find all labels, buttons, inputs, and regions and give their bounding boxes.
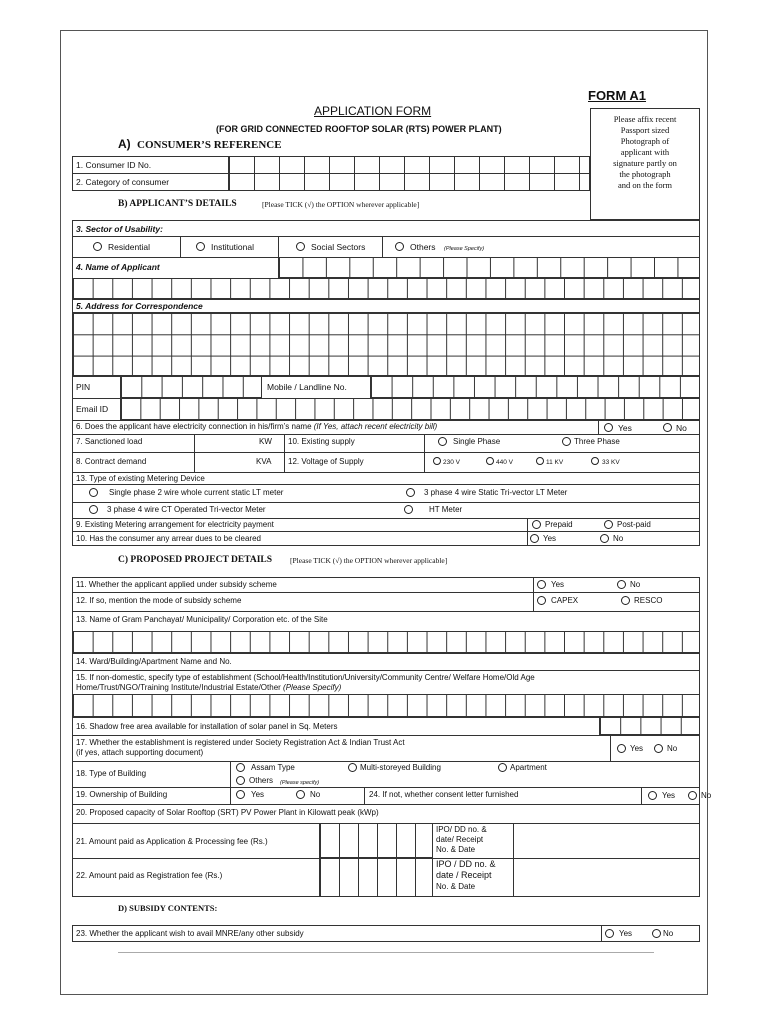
capex-radio[interactable]	[537, 596, 546, 605]
meter-3phase-static-radio[interactable]	[406, 488, 415, 497]
single-phase-label: Single Phase	[453, 437, 501, 446]
residential-radio[interactable]	[93, 242, 102, 251]
230v-label: 230 V	[443, 459, 460, 466]
postpaid-label: Post-paid	[617, 520, 651, 529]
consent-letter-label: 24. If not, whether consent letter furnished	[369, 790, 519, 799]
consent-no-radio[interactable]	[688, 791, 697, 800]
establishment-cells[interactable]	[72, 694, 700, 717]
social-sectors-radio[interactable]	[296, 242, 305, 251]
footer-divider	[118, 952, 654, 953]
11kv-label: 11 KV	[546, 459, 564, 466]
registered-no-label: No	[667, 744, 678, 753]
registered-yes-label: Yes	[630, 744, 644, 753]
section-a-prefix: A)	[118, 137, 131, 151]
others-radio[interactable]	[395, 242, 404, 251]
section-b-title: B) APPLICANT’S DETAILS	[118, 199, 237, 209]
category-label: 2. Category of consumer	[76, 177, 170, 187]
registered-yes-radio[interactable]	[617, 744, 626, 753]
pin-cells[interactable]	[120, 376, 262, 398]
mnre-yes-label: Yes	[619, 929, 633, 938]
q6-label: 6. Does the applicant have electricity connection in his/firm’s name (If Yes, attach recent electricity bill)	[76, 422, 438, 431]
subsidy-no-label: No	[630, 580, 641, 589]
meter-ht-label: HT Meter	[429, 505, 463, 514]
q6-no-radio[interactable]	[663, 423, 672, 432]
section-c-note: [Please TICK (√) the OPTION wherever applicable]	[290, 556, 448, 565]
arrear-no-label: No	[613, 534, 624, 543]
subsidy-yes-radio[interactable]	[537, 580, 546, 589]
institutional-radio[interactable]	[196, 242, 205, 251]
photo-box[interactable]	[590, 108, 700, 220]
registration-fee-label: 22. Amount paid as Registration fee (Rs.)	[76, 871, 223, 880]
pin-label: PIN	[76, 382, 91, 392]
ownership-no-radio[interactable]	[296, 790, 305, 799]
consent-yes-radio[interactable]	[648, 791, 657, 800]
prepaid-radio[interactable]	[532, 520, 541, 529]
building-others-note: (Please specify)	[280, 780, 320, 786]
mobile-cells[interactable]	[370, 376, 700, 398]
consent-no-label: No	[701, 791, 712, 800]
440v-radio[interactable]	[486, 457, 494, 465]
email-cells[interactable]	[120, 398, 700, 420]
11kv-radio[interactable]	[536, 457, 544, 465]
single-phase-radio[interactable]	[438, 437, 447, 446]
multi-storeyed-radio[interactable]	[348, 763, 357, 772]
sector-label: 3. Sector of Usability:	[76, 224, 163, 234]
voltage-supply-label: 12. Voltage of Supply	[288, 457, 364, 466]
address-label: 5. Address for Correspondence	[76, 301, 203, 311]
meter-single-phase-radio[interactable]	[89, 488, 98, 497]
q6-no-label: No	[676, 423, 687, 433]
section-b-note: [Please TICK (√) the OPTION wherever applicable]	[262, 200, 420, 209]
contract-demand-label: 8. Contract demand	[76, 457, 147, 466]
name-cells-1[interactable]	[278, 257, 700, 278]
apartment-label: Apartment	[510, 763, 547, 772]
capex-label: CAPEX	[551, 596, 579, 605]
ipo-label-1: IPO/ DD no. & date/ Receipt No. & Date	[436, 825, 487, 854]
q6-yes-radio[interactable]	[604, 423, 613, 432]
proposed-capacity-label: 20. Proposed capacity of Solar Rooftop (SRT) PV Power Plant in Kilowatt peak (kWp)	[76, 808, 379, 817]
mnre-yes-radio[interactable]	[605, 929, 614, 938]
metering-arrangement-label: 9. Existing Metering arrangement for electricity payment	[76, 520, 274, 529]
shadow-free-area-label: 16. Shadow free area available for installation of solar panel in Sq. Meters	[76, 722, 338, 731]
meter-3phase-static-label: 3 phase 4 wire Static Tri-vector LT Meter	[424, 488, 568, 497]
building-type-label: 18. Type of Building	[76, 769, 147, 778]
sanctioned-load-label: 7. Sanctioned load	[76, 437, 143, 446]
meter-ht-radio[interactable]	[404, 505, 413, 514]
application-fee-label: 21. Amount paid as Application & Processing fee (Rs.)	[76, 837, 268, 846]
address-cells[interactable]	[72, 312, 700, 376]
mobile-label: Mobile / Landline No.	[267, 382, 347, 392]
category-cells[interactable]	[228, 173, 590, 191]
building-others-radio[interactable]	[236, 776, 245, 785]
residential-label: Residential	[108, 242, 151, 252]
q6-yes-label: Yes	[618, 423, 632, 433]
ipo-label-2: IPO / DD no. & date / Receipt No. & Date	[436, 859, 496, 891]
meter-ct-radio[interactable]	[89, 505, 98, 514]
institutional-label: Institutional	[211, 242, 254, 252]
building-others-label: Others	[249, 776, 274, 785]
form-number: FORM A1	[588, 88, 647, 103]
resco-label: RESCO	[634, 596, 663, 605]
gram-panchayat-label: 13. Name of Gram Panchayat/ Municipality/ Corporation etc. of the Site	[76, 615, 328, 624]
prepaid-label: Prepaid	[545, 520, 573, 529]
establishment-label-1: 15. If non-domestic, specify type of establishment (School/Health/Institution/University/Community Centre/ Welfare Home/Old Age	[76, 673, 535, 682]
440v-label: 440 V	[496, 459, 513, 466]
subsidy-scheme-label: 11. Whether the applicant applied under subsidy scheme	[76, 580, 277, 589]
metering-device-label: 13. Type of existing Metering Device	[76, 474, 205, 483]
others-label: Others	[410, 242, 436, 252]
section-c-title: C) PROPOSED PROJECT DETAILS	[118, 555, 273, 565]
33kv-radio[interactable]	[591, 457, 599, 465]
subsidy-mode-label: 12. If so, mention the mode of subsidy scheme	[76, 596, 242, 605]
33kv-label: 33 KV	[602, 459, 620, 466]
photo-instructions: Please affix recent Passport sized Photograph of applicant with signature partly on the photograph and on the form	[613, 114, 677, 190]
assam-type-radio[interactable]	[236, 763, 245, 772]
existing-supply-label: 10. Existing supply	[288, 437, 355, 446]
ownership-yes-radio[interactable]	[236, 790, 245, 799]
consumer-id-cells[interactable]	[228, 156, 590, 174]
arrear-no-radio[interactable]	[600, 534, 609, 543]
ownership-no-label: No	[310, 790, 321, 799]
registration-act-label-2: (if yes, attach supporting document)	[76, 748, 204, 757]
ownership-label: 19. Ownership of Building	[76, 790, 168, 799]
ward-label: 14. Ward/Building/Apartment Name and No.	[76, 657, 232, 666]
three-phase-label: Three Phase	[574, 437, 620, 446]
section-a-title: CONSUMER’S REFERENCE	[137, 139, 282, 151]
shadow-area-cells[interactable]	[599, 717, 700, 735]
assam-type-label: Assam Type	[251, 763, 295, 772]
email-label: Email ID	[76, 404, 109, 414]
arrear-label: 10. Has the consumer any arrear dues to be cleared	[76, 534, 261, 543]
mnre-no-radio[interactable]	[652, 929, 661, 938]
mnre-subsidy-label: 23. Whether the applicant wish to avail MNRE/any other subsidy	[76, 929, 304, 938]
registration-fee-cells[interactable]	[319, 858, 433, 897]
meter-single-phase-label: Single phase 2 wire whole current static LT meter	[109, 488, 284, 497]
kw-unit: KW	[259, 437, 272, 446]
postpaid-radio[interactable]	[604, 520, 613, 529]
application-fee-cells[interactable]	[319, 823, 433, 858]
multi-storeyed-label: Multi-storeyed Building	[360, 763, 441, 772]
registered-no-radio[interactable]	[654, 744, 663, 753]
section-d-title: D) SUBSIDY CONTENTS:	[118, 903, 218, 913]
apartment-radio[interactable]	[498, 763, 507, 772]
applicant-name-label: 4. Name of Applicant	[76, 262, 160, 272]
mnre-no-label: No	[663, 929, 674, 938]
form-title: APPLICATION FORM	[314, 104, 432, 118]
meter-ct-label: 3 phase 4 wire CT Operated Tri-vector Meter	[107, 505, 266, 514]
subsidy-yes-label: Yes	[551, 580, 565, 589]
social-sectors-label: Social Sectors	[311, 242, 366, 252]
name-cells-2[interactable]	[72, 278, 700, 299]
230v-radio[interactable]	[433, 457, 441, 465]
establishment-label-2: Home/Trust/NGO/Training Institute/Industrial Estate/Other (Please Specify)	[76, 683, 342, 692]
ownership-yes-label: Yes	[251, 790, 265, 799]
arrear-yes-label: Yes	[543, 534, 557, 543]
registration-act-label-1: 17. Whether the establishment is registered under Society Registration Act & Indian Trust Act	[76, 738, 405, 747]
arrear-yes-radio[interactable]	[530, 534, 539, 543]
others-specify-note: (Please Specify)	[444, 246, 485, 252]
three-phase-radio[interactable]	[562, 437, 571, 446]
form-subtitle: (FOR GRID CONNECTED ROOFTOP SOLAR (RTS) POWER PLANT)	[216, 124, 502, 134]
gram-panchayat-cells[interactable]	[72, 631, 700, 653]
resco-radio[interactable]	[621, 596, 630, 605]
subsidy-no-radio[interactable]	[617, 580, 626, 589]
consent-yes-label: Yes	[662, 791, 676, 800]
consumer-id-label: 1. Consumer ID No.	[76, 160, 152, 170]
kva-unit: KVA	[256, 457, 272, 466]
